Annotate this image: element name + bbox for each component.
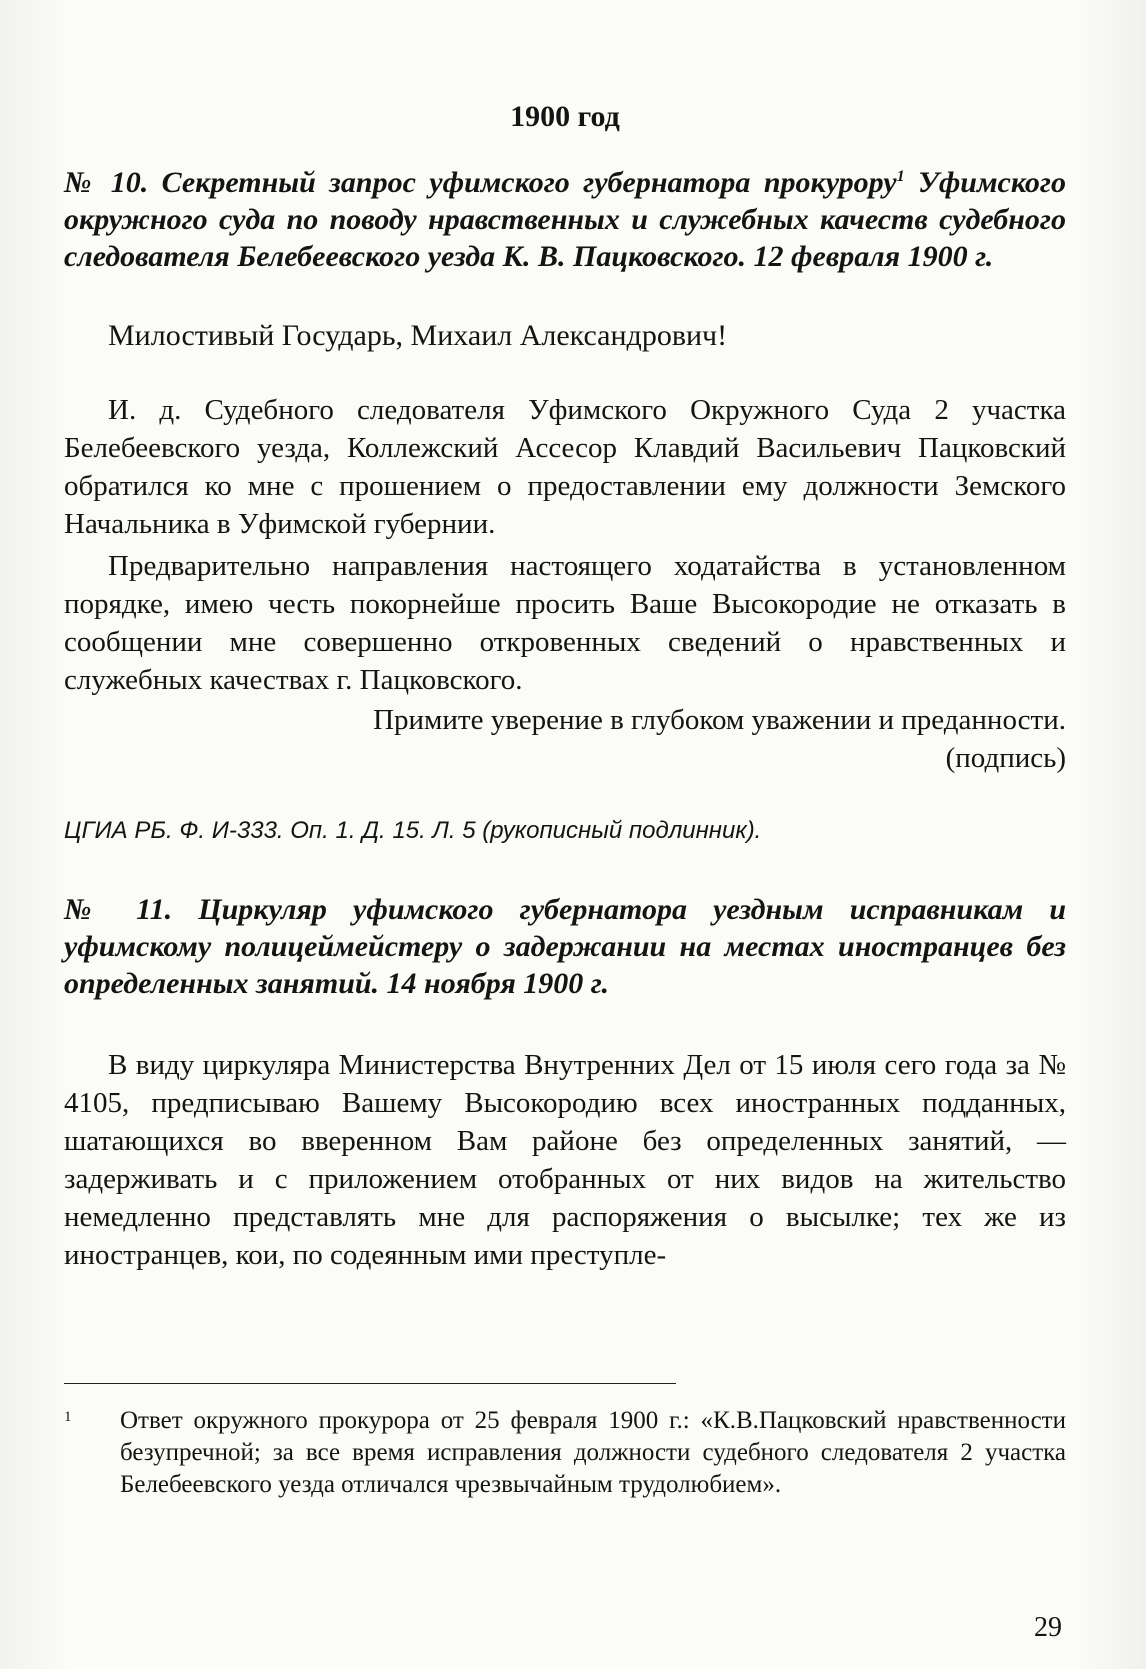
document-10-archive-source: ЦГИА РБ. Ф. И-333. Оп. 1. Д. 15. Л. 5 (рукописный подлинник). xyxy=(64,817,762,844)
document-10-signature: (подпись) xyxy=(945,742,1066,774)
footnote-number: 1 xyxy=(64,1409,72,1425)
document-11-title: № 11. Циркуляр уфимского губернатора уездным исправникам и уфимскому полицеймейстеру о задержании на местах иностранцев без определенных занятий. 14 ноября 1900 г. xyxy=(64,893,1066,1000)
document-10-paragraph-2: Предварительно направления настоящего ходатайства в установленном порядке, имею честь покорнейше просить Ваше Высокородие не отказать в сообщении мне совершенно откровенных сведений о нравственных и служебных качествах г. Пацковского. xyxy=(64,550,1066,696)
document-10-title-part-2: Уфимского окружного суда по поводу нравственных и служебных качеств судебного следователя Белебеевского уезда К. В. Пацковского. 12 февраля 1900 г. xyxy=(64,166,1066,273)
footnote-reference-mark[interactable]: 1 xyxy=(896,168,905,185)
document-11-paragraph: В виду циркуляра Министерства Внутренних Дел от 15 июля сего года за № 4105, предписываю Вашему Высокородию всех иностранных подданных, шатающихся во вверенном Вам районе без определенных занятий, — задерживать и с приложением отобранных от них видов на жительство немедленно представлять мне для распоряжения о высылке; тех же из иностранцев, кои, по содеянным ими преступле- xyxy=(64,1049,1066,1271)
footnote-separator xyxy=(64,1383,676,1384)
document-10-closing: Примите уверение в глубоком уважении и преданности. xyxy=(373,704,1066,736)
section-year-heading: 1900 год xyxy=(510,100,620,133)
main-content xyxy=(64,100,1066,1274)
footnote-text: Ответ окружного прокурора от 25 февраля 1900 г.: «К.В.Пацковский нравственности безупречной; за все время исправления должности судебного следователя 2 участка Белебеевского уезда отличался чрезвычайным трудолюбием». xyxy=(120,1407,1066,1498)
document-10-title-part-1: № 10. Секретный запрос уфимского губернатора прокурору xyxy=(64,166,897,199)
document-10-paragraph-1: И. д. Судебного следователя Уфимского Окружного Суда 2 участка Белебеевского уезда, Коллежский Ассесор Клавдий Васильевич Пацковский обратился ко мне с прошением о предоставлении ему должности Земского Начальника в Уфимской губернии. xyxy=(64,394,1066,540)
footnote xyxy=(64,1405,1066,1501)
page-number: 29 xyxy=(1034,1612,1062,1643)
document-10-title xyxy=(64,158,1066,275)
document-10-salutation: Милостивый Государь, Михаил Александрович! xyxy=(108,319,728,352)
